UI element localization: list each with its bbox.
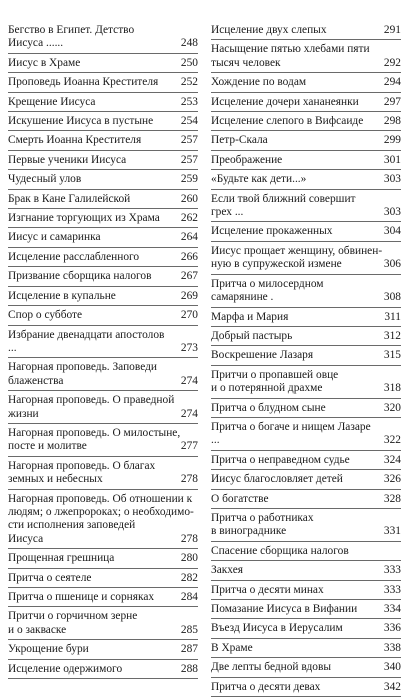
toc-entry bbox=[8, 326, 198, 359]
toc-entry-title: Притча о милосердном самарянине . bbox=[211, 277, 324, 304]
toc-entry-title: в винограднике bbox=[211, 525, 287, 538]
toc-entry-page-number: 260 bbox=[180, 192, 198, 205]
toc-right-column bbox=[211, 21, 401, 697]
toc-entry bbox=[8, 190, 198, 209]
toc-entry-page-number: 297 bbox=[383, 95, 401, 108]
toc-entry bbox=[8, 640, 198, 659]
toc-entry-title: Притча о богаче и нищем Лазаре ... bbox=[211, 420, 371, 447]
toc-entry bbox=[8, 391, 198, 424]
toc-entry-page-number: 278 bbox=[180, 532, 198, 545]
toc-entry bbox=[211, 619, 401, 638]
toc-entry-page-number: 315 bbox=[383, 349, 401, 362]
toc-entry-title: и о потерянной драхме bbox=[211, 382, 323, 395]
toc-entry-page-number: 254 bbox=[180, 115, 198, 128]
toc-entry bbox=[8, 607, 198, 640]
toc-entry-page-number: 303 bbox=[383, 173, 401, 186]
toc-left-column bbox=[8, 21, 198, 679]
toc-entry-title: Укрощение бури bbox=[8, 643, 89, 656]
toc-entry bbox=[8, 424, 198, 457]
toc-entry-page-number: 331 bbox=[383, 525, 401, 538]
toc-entry bbox=[8, 93, 198, 112]
toc-entry-title: О богатстве bbox=[211, 492, 269, 505]
toc-entry bbox=[211, 451, 401, 470]
toc-entry-page-number: 301 bbox=[383, 153, 401, 166]
toc-entry-page-number: 326 bbox=[383, 473, 401, 486]
toc-entry bbox=[211, 490, 401, 509]
toc-entry-title: Спасение сборщика налогов bbox=[211, 544, 349, 557]
toc-entry-title: Иисус прощает женщину, обвинен- bbox=[211, 244, 383, 257]
toc-entry-page-number: 269 bbox=[180, 289, 198, 302]
toc-entry-title: Исцеление прокаженных bbox=[211, 225, 333, 238]
toc-entry-title: Смерть Иоанна Крестителя bbox=[8, 134, 142, 147]
toc-entry-page-number: 278 bbox=[180, 473, 198, 486]
toc-entry-title: Крещение Иисуса bbox=[8, 95, 96, 108]
toc-entry-title: Проповедь Иоанна Крестителя bbox=[8, 76, 159, 89]
toc-entry-page-number: 280 bbox=[180, 552, 198, 565]
toc-entry-page-number: 333 bbox=[383, 564, 401, 577]
toc-entry bbox=[8, 151, 198, 170]
toc-entry-page-number: 303 bbox=[383, 206, 401, 219]
toc-entry bbox=[211, 600, 401, 619]
toc-entry-title: Первые ученики Иисуса bbox=[8, 153, 127, 166]
toc-entry-title: Изгнание торгующих из Храма bbox=[8, 212, 160, 225]
toc-entry-title: Марфа и Мария bbox=[211, 310, 289, 323]
toc-entry bbox=[8, 209, 198, 228]
toc-entry-title: людям; о лжепророках; о необходимо- bbox=[8, 505, 194, 518]
toc-entry bbox=[8, 21, 198, 54]
toc-entry-title: Нагорная проповедь. Об отношении к bbox=[8, 492, 193, 505]
toc-entry-title: Иисус в Храме bbox=[8, 56, 81, 69]
toc-entry-title: Петр-Скала bbox=[211, 134, 268, 147]
toc-entry-page-number: 311 bbox=[384, 310, 401, 323]
toc-entry-title: и о закваске bbox=[8, 623, 67, 636]
toc-entry-title: В Храме bbox=[211, 641, 253, 654]
toc-entry bbox=[211, 131, 401, 150]
toc-entry-page-number: 292 bbox=[383, 56, 401, 69]
toc-entry-title: Въезд Иисуса в Иерусалим bbox=[211, 622, 343, 635]
toc-entry-title: Брак в Кане Галилейской bbox=[8, 192, 131, 205]
toc-entry-page-number: 287 bbox=[180, 643, 198, 656]
toc-entry-page-number: 298 bbox=[383, 115, 401, 128]
toc-entry bbox=[211, 470, 401, 489]
toc-entry-page-number: 274 bbox=[180, 407, 198, 420]
toc-entry-title: Притча о десяти девах bbox=[211, 680, 321, 693]
toc-entry-page-number: 340 bbox=[383, 661, 401, 674]
toc-entry-page-number: 336 bbox=[383, 622, 401, 635]
toc-entry-title: земных и небесных bbox=[8, 473, 103, 486]
toc-entry-title: Притча о работниках bbox=[211, 511, 314, 524]
toc-entry-page-number: 318 bbox=[383, 382, 401, 395]
toc-entry-title: Притча о пшенице и сорняках bbox=[8, 591, 155, 603]
toc-entry bbox=[8, 131, 198, 150]
toc-entry-page-number: 312 bbox=[383, 329, 401, 342]
toc-entry bbox=[8, 306, 198, 325]
toc-entry-title: Притча о неправедном судье bbox=[211, 453, 350, 466]
toc-entry-title: Искушение Иисуса в пустыне bbox=[8, 115, 154, 128]
toc-entry bbox=[211, 327, 401, 346]
toc-entry-title: Притча о десяти минах bbox=[211, 583, 324, 596]
toc-entry-page-number: 248 bbox=[180, 37, 198, 50]
toc-entry-page-number: 320 bbox=[383, 401, 401, 414]
toc-entry-title: Исцеление в купальне bbox=[8, 289, 116, 302]
toc-entry-title: Притчи о пропавшей овце bbox=[211, 368, 339, 381]
toc-entry-title: Нагорная проповедь. Заповеди bbox=[8, 361, 157, 374]
toc-entry bbox=[8, 660, 198, 679]
toc-entry-page-number: 270 bbox=[180, 309, 198, 322]
toc-entry-page-number: 288 bbox=[180, 662, 198, 675]
toc-entry-title: Нагорная проповедь. О благах bbox=[8, 459, 156, 472]
toc-entry bbox=[8, 457, 198, 490]
toc-entry bbox=[8, 170, 198, 189]
toc-entry-title: Чудесный улов bbox=[8, 173, 82, 186]
toc-entry-title: Спор о субботе bbox=[8, 309, 83, 322]
toc-entry bbox=[211, 112, 401, 131]
toc-entry-page-number: 322 bbox=[383, 434, 401, 447]
toc-entry-page-number: 299 bbox=[383, 134, 401, 147]
toc-entry-title: Нагорная проповедь. О праведной bbox=[8, 394, 175, 407]
toc-entry-page-number: 284 bbox=[180, 591, 198, 603]
toc-entry-page-number: 342 bbox=[383, 680, 401, 693]
toc-entry bbox=[8, 248, 198, 267]
toc-entry-title: Исцеление расслабленного bbox=[8, 250, 140, 263]
toc-entry bbox=[211, 658, 401, 677]
toc-entry-page-number: 291 bbox=[383, 24, 401, 36]
toc-entry bbox=[8, 358, 198, 391]
toc-entry-page-number: 273 bbox=[180, 341, 198, 354]
toc-entry-title: «Будьте как дети...» bbox=[211, 173, 307, 186]
toc-entry-title: тысяч человек bbox=[211, 56, 281, 69]
toc-entry-page-number: 294 bbox=[383, 76, 401, 89]
toc-entry bbox=[8, 112, 198, 131]
toc-entry-title: Помазание Иисуса в Вифании bbox=[211, 603, 358, 615]
toc-entry-page-number: 252 bbox=[180, 76, 198, 89]
toc-entry-title: Притчи о горчичном зерне bbox=[8, 610, 138, 623]
toc-entry-page-number: 333 bbox=[383, 583, 401, 596]
toc-entry-title: Две лепты бедной вдовы bbox=[211, 661, 331, 674]
toc-entry-title: Прощенная грешница bbox=[8, 552, 115, 565]
toc-entry-title: ную в супружеской измене bbox=[211, 258, 342, 271]
toc-entry bbox=[211, 21, 401, 40]
toc-entry bbox=[211, 40, 401, 73]
toc-entry-page-number: 262 bbox=[180, 212, 198, 225]
toc-entry-page-number: 277 bbox=[180, 440, 198, 453]
toc-entry-title: Избрание двенадцати апостолов ... bbox=[8, 328, 165, 354]
toc-entry-title: Исцеление одержимого bbox=[8, 662, 123, 675]
toc-entry-page-number: 328 bbox=[383, 492, 401, 505]
toc-entry-title: Иисус и самаринка bbox=[8, 231, 101, 244]
toc-entry-page-number: 267 bbox=[180, 270, 198, 283]
toc-entry-page-number: 306 bbox=[383, 258, 401, 271]
toc-entry bbox=[211, 151, 401, 170]
toc-entry-title: Исцеление двух слепых bbox=[211, 24, 327, 36]
toc-entry bbox=[211, 639, 401, 658]
toc-entry-page-number: 338 bbox=[383, 641, 401, 654]
toc-entry-page-number: 266 bbox=[180, 250, 198, 263]
toc-entry-page-number: 324 bbox=[383, 453, 401, 466]
toc-entry bbox=[211, 581, 401, 600]
toc-entry-page-number: 264 bbox=[180, 231, 198, 244]
toc-entry-page-number: 334 bbox=[383, 603, 401, 615]
toc-entry-page-number: 253 bbox=[180, 95, 198, 108]
toc-entry-title: Бегство в Египет. Детство Иисуса ...... bbox=[8, 24, 135, 50]
toc-entry bbox=[211, 366, 401, 399]
toc-entry bbox=[211, 399, 401, 418]
toc-entry-title: Закхея bbox=[211, 564, 244, 577]
toc-entry bbox=[8, 490, 198, 550]
toc-entry bbox=[211, 242, 401, 275]
toc-entry bbox=[8, 287, 198, 306]
toc-entry bbox=[8, 569, 198, 588]
toc-entry-title: Хождение по водам bbox=[211, 76, 307, 89]
toc-entry-page-number: 308 bbox=[383, 291, 401, 304]
toc-entry bbox=[211, 190, 401, 223]
toc-entry-page-number: 257 bbox=[180, 153, 198, 166]
toc-entry bbox=[8, 588, 198, 607]
toc-entry-title: Притча о сеятеле bbox=[8, 571, 92, 584]
toc-entry-title: Насыщение пятью хлебами пяти bbox=[211, 43, 370, 56]
toc-entry-title: Притча о блудном сыне bbox=[211, 401, 326, 414]
toc-entry bbox=[8, 73, 198, 92]
toc-entry-title: Исцеление слепого в Вифсаиде bbox=[211, 115, 364, 128]
toc-entry-page-number: 259 bbox=[180, 173, 198, 186]
toc-entry bbox=[211, 346, 401, 365]
toc-entry bbox=[8, 267, 198, 286]
toc-entry bbox=[211, 678, 401, 697]
toc-entry-title: жизни bbox=[8, 407, 39, 420]
toc-entry bbox=[211, 418, 401, 451]
toc-entry bbox=[211, 509, 401, 542]
toc-entry-title: Воскрешение Лазаря bbox=[211, 349, 314, 362]
toc-entry-title: Если твой ближний совершит грех ... bbox=[211, 192, 356, 219]
toc-entry-title: Призвание сборщика налогов bbox=[8, 270, 152, 283]
toc-entry-title: Преображение bbox=[211, 153, 283, 166]
toc-entry-title: Исцеление дочери хананеянки bbox=[211, 95, 359, 108]
toc-entry-page-number: 257 bbox=[180, 134, 198, 147]
toc-entry-title: Нагорная проповедь. О милостыне, bbox=[8, 426, 181, 439]
toc-entry bbox=[211, 308, 401, 327]
toc-entry-title: посте и молитве bbox=[8, 440, 87, 453]
toc-entry-page-number: 250 bbox=[180, 56, 198, 69]
toc-entry bbox=[8, 54, 198, 73]
toc-entry bbox=[211, 542, 401, 561]
toc-entry bbox=[211, 73, 401, 92]
toc-entry-title: Иисус благословляет детей bbox=[211, 473, 343, 486]
toc-entry-page-number: 285 bbox=[180, 623, 198, 636]
toc-entry-title: сти исполнения заповедей Иисуса bbox=[8, 519, 136, 545]
toc-entry-title: Добрый пастырь bbox=[211, 329, 293, 342]
toc-entry bbox=[211, 275, 401, 308]
toc-entry-page-number: 304 bbox=[383, 225, 401, 238]
toc-entry bbox=[211, 170, 401, 189]
toc-entry-page-number: 274 bbox=[180, 374, 198, 387]
toc-entry bbox=[8, 228, 198, 247]
toc-entry bbox=[211, 222, 401, 241]
toc-entry-page-number: 282 bbox=[180, 571, 198, 584]
toc-entry-title: блаженства bbox=[8, 374, 64, 387]
toc-entry bbox=[8, 549, 198, 568]
toc-entry bbox=[211, 93, 401, 112]
